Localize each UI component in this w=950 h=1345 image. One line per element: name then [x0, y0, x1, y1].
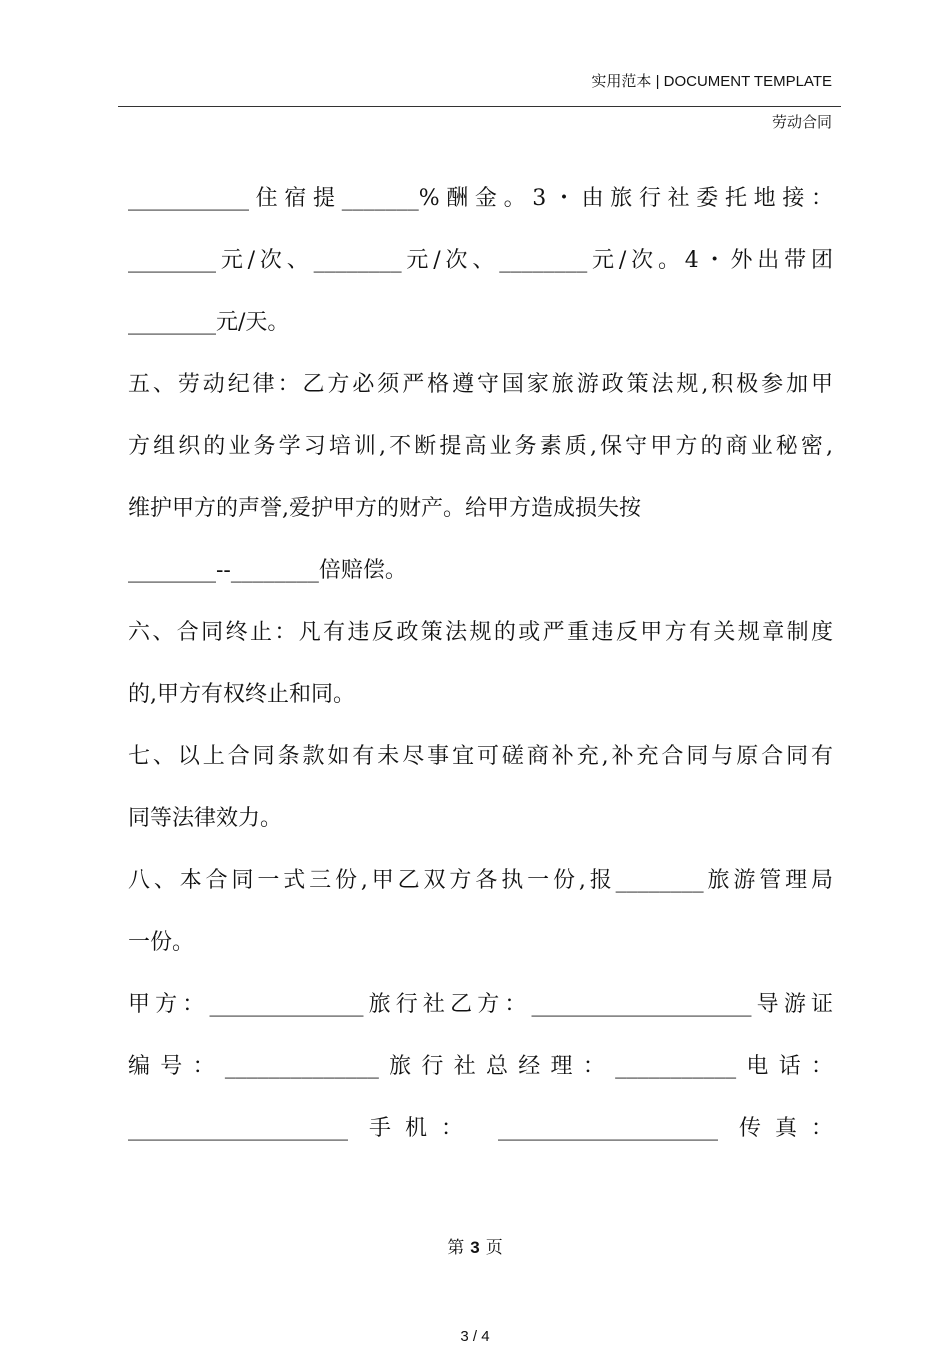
- page-count: 3 / 4: [460, 1328, 490, 1345]
- signature-contact-line: ____________________ 手机： ____________________ 传真：: [128, 1116, 833, 1141]
- section-six-termination: 六、合同终止：凡有违反政策法规的或严重违反甲方有关规章制度: [128, 620, 833, 645]
- header-divider: [118, 106, 841, 107]
- page-number-value: 3: [470, 1238, 480, 1257]
- section-eight-copies: 八、本合同一式三份,甲乙双方各执一份,报________旅游管理局: [128, 868, 833, 893]
- text-line: ___________住宿提_______%酬金。3・由旅行社委托地接：: [128, 186, 833, 211]
- contract-body: [128, 168, 833, 1160]
- signature-party-line: 甲方：______________旅行社乙方：____________________导游证: [128, 992, 833, 1017]
- text-line: ________元/次、________元/次、________元/次。4・外出带团: [128, 248, 833, 273]
- section-five-discipline: 五、劳动纪律：乙方必须严格遵守国家旅游政策法规,积极参加甲: [128, 372, 833, 397]
- page-suffix: 页: [485, 1238, 503, 1258]
- text-line: 方组织的业务学习培训,不断提高业务素质,保守甲方的商业秘密,: [128, 434, 833, 459]
- page-number: [0, 1233, 950, 1258]
- section-seven-supplement: 七、以上合同条款如有未尽事宜可磋商补充,补充合同与原合同有: [128, 744, 833, 769]
- document-header-title: 实用范本 | DOCUMENT TEMPLATE: [591, 73, 832, 90]
- text-line: ________--________倍赔偿。: [128, 558, 407, 583]
- signature-number-line: 编号：______________旅行社总经理：___________电话：: [128, 1054, 833, 1079]
- text-line: 一份。: [128, 930, 195, 955]
- page-prefix: 第: [447, 1238, 465, 1258]
- document-header-subtitle: 劳动合同: [771, 114, 832, 131]
- text-line: 维护甲方的声誉,爱护甲方的财产。给甲方造成损失按: [128, 496, 641, 521]
- text-line: 同等法律效力。: [128, 806, 283, 831]
- text-line: ________元/天。: [128, 310, 290, 335]
- text-line: 的,甲方有权终止和同。: [128, 682, 355, 707]
